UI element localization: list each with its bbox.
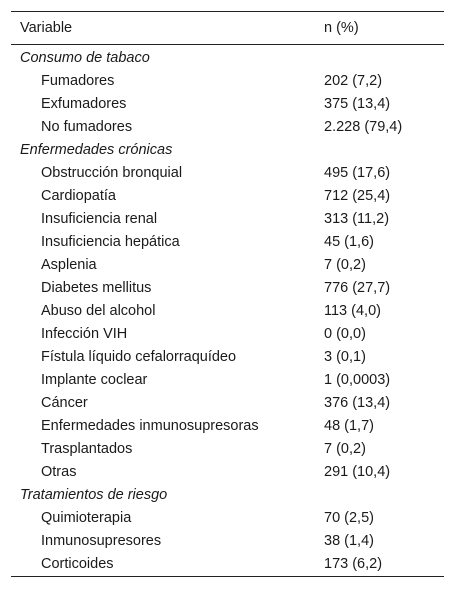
table-row <box>11 553 444 577</box>
row-value: 2.228 (79,4) <box>324 119 403 135</box>
row-label: Inmunosupresores <box>41 533 162 549</box>
table-row <box>11 346 444 369</box>
row-label: Infección VIH <box>41 326 128 342</box>
data-table-container <box>11 11 444 577</box>
table-row <box>11 70 444 93</box>
section-value-empty <box>324 45 444 71</box>
row-label: Abuso del alcohol <box>41 303 156 319</box>
row-label: Insuficiencia hepática <box>41 234 180 250</box>
row-value: 38 (1,4) <box>324 533 374 549</box>
row-value: 48 (1,7) <box>324 418 374 434</box>
row-value: 495 (17,6) <box>324 165 391 181</box>
row-label: Diabetes mellitus <box>41 280 152 296</box>
table-header <box>11 12 444 45</box>
row-value: 7 (0,2) <box>324 257 366 273</box>
row-label: Corticoides <box>11 553 324 577</box>
table-row <box>11 116 444 139</box>
row-label: Asplenia <box>41 257 97 273</box>
row-value: 712 (25,4) <box>324 188 391 204</box>
row-label: Cáncer <box>41 395 88 411</box>
row-label: Insuficiencia renal <box>41 211 158 227</box>
section-title: Tratamientos de riesgo <box>20 487 168 503</box>
section-title: Enfermedades crónicas <box>20 142 173 158</box>
row-value: 202 (7,2) <box>324 73 383 89</box>
header-row <box>11 12 444 45</box>
row-value: 3 (0,1) <box>324 349 366 365</box>
table-row <box>11 507 444 530</box>
row-label: Cardiopatía <box>41 188 116 204</box>
table-row <box>11 185 444 208</box>
table-row <box>11 231 444 254</box>
column-header-variable: Variable <box>11 12 324 45</box>
table-row <box>11 392 444 415</box>
row-value: 113 (4,0) <box>324 303 381 319</box>
table-row <box>11 461 444 484</box>
row-value: 1 (0,0003) <box>324 372 391 388</box>
row-value: 0 (0,0) <box>324 326 366 342</box>
column-header-value: n (%) <box>324 12 444 45</box>
row-label: Implante coclear <box>41 372 148 388</box>
table-row <box>11 162 444 185</box>
table-row <box>11 93 444 116</box>
row-label: Fumadores <box>41 73 115 89</box>
data-table <box>11 11 444 577</box>
row-value: 45 (1,6) <box>324 234 374 250</box>
row-value: 313 (11,2) <box>324 211 390 227</box>
row-label: Trasplantados <box>41 441 133 457</box>
section-row-risk-treatments <box>11 484 444 507</box>
section-row-tobacco <box>11 45 444 71</box>
table-row <box>11 438 444 461</box>
row-label: No fumadores <box>41 119 133 135</box>
row-value: 376 (13,4) <box>324 395 391 411</box>
table-row <box>11 277 444 300</box>
section-row-chronic-diseases <box>11 139 444 162</box>
row-value: 7 (0,2) <box>324 441 366 457</box>
section-value-empty <box>324 484 444 507</box>
row-value: 70 (2,5) <box>324 510 374 526</box>
row-label: Exfumadores <box>41 96 127 112</box>
section-value-empty <box>324 139 444 162</box>
table-row <box>11 300 444 323</box>
table-row <box>11 254 444 277</box>
table-row <box>11 208 444 231</box>
row-label: Obstrucción bronquial <box>41 165 183 181</box>
section-title: Consumo de tabaco <box>20 50 150 66</box>
table-row <box>11 530 444 553</box>
table-row <box>11 323 444 346</box>
row-label: Enfermedades inmunosupresoras <box>41 418 259 434</box>
table-row <box>11 369 444 392</box>
row-label: Quimioterapia <box>41 510 132 526</box>
row-label: Otras <box>41 464 77 480</box>
row-value: 291 (10,4) <box>324 464 391 480</box>
row-value: 776 (27,7) <box>324 280 391 296</box>
row-value: 173 (6,2) <box>324 553 444 577</box>
table-row <box>11 415 444 438</box>
row-value: 375 (13,4) <box>324 96 391 112</box>
row-label: Fístula líquido cefalorraquídeo <box>41 349 237 365</box>
table-body <box>11 45 444 577</box>
